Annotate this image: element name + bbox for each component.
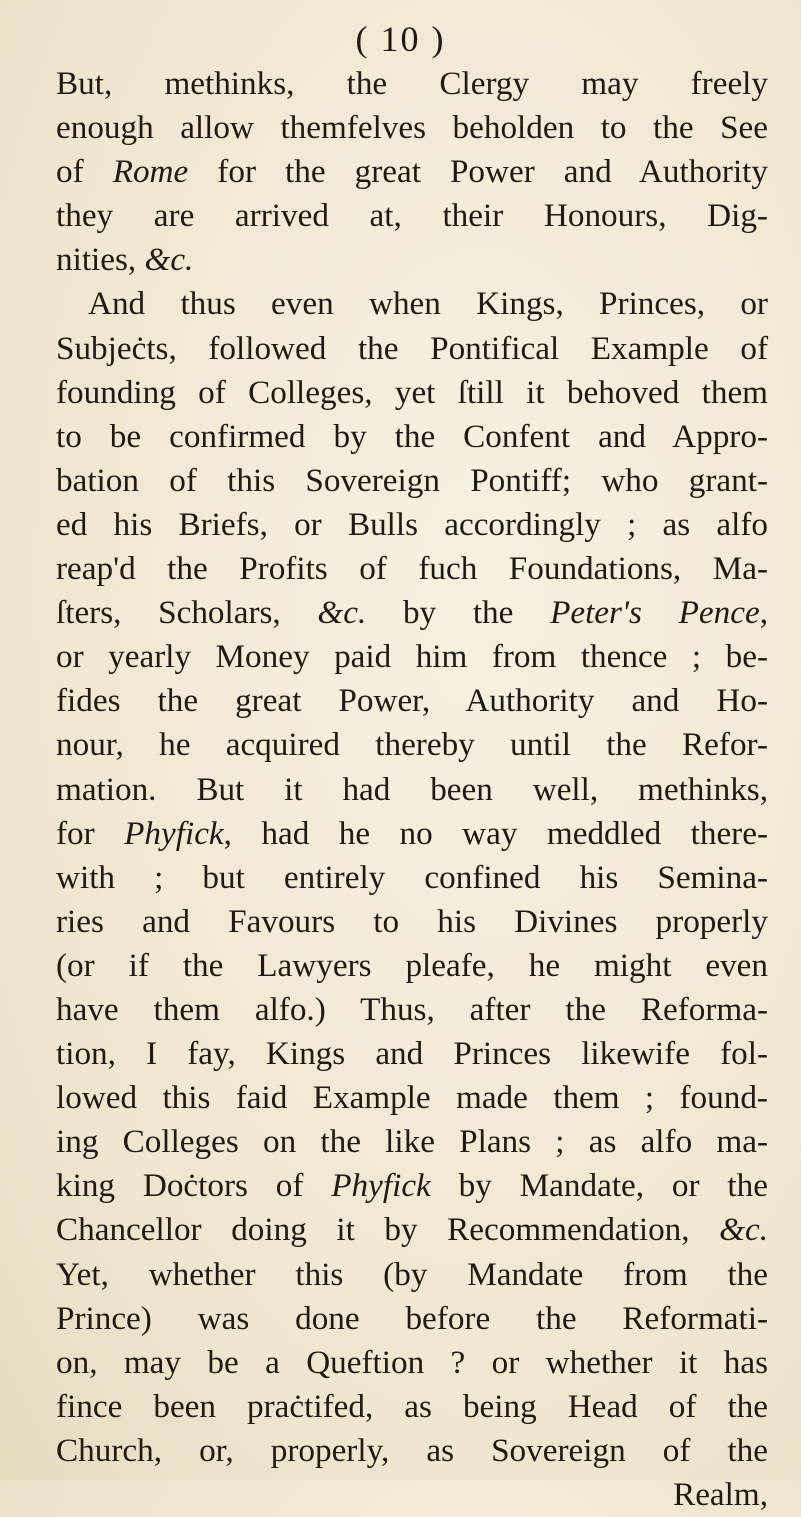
- text-line: reap'd the Profits of fuch Foundations, Ma-: [56, 550, 768, 588]
- text-line: But, methinks, the Clergy may freely: [56, 65, 768, 102]
- text-line: Prince) was done before the Reformati-: [56, 1299, 768, 1337]
- text-line: of Rome for the great Power and Authority: [56, 153, 768, 191]
- text-line: have them alfo.) Thus, after the Reforma-: [56, 990, 768, 1028]
- text-line: or yearly Money paid him from thence ; be-: [56, 638, 768, 676]
- body-text: [56, 62, 768, 1517]
- text-line: fides the great Power, Authority and Ho-: [56, 682, 768, 720]
- text-line: bation of this Sovereign Pontiff; who grant-: [56, 461, 768, 499]
- text-line: ſters, Scholars, &c. by the Peter's Pence,: [56, 594, 769, 632]
- text-line: for Phyfick, had he no way meddled there-: [56, 814, 769, 852]
- text-line: nour, he acquired thereby until the Refor-: [56, 726, 768, 764]
- text-line: king Doċtors of Phyfick by Mandate, or the: [56, 1167, 768, 1205]
- text-line: mation. But it had been well, methinks,: [56, 770, 768, 808]
- text-line: lowed this faid Example made them ; found-: [56, 1079, 768, 1117]
- text-line: founding of Colleges, yet ſtill it behoved them: [56, 373, 768, 411]
- text-line: to be confirmed by the Confent and Appro-: [56, 417, 768, 455]
- page-number: ( 10 ): [355, 19, 446, 59]
- text-line: fince been praċtifed, as being Head of the: [56, 1387, 768, 1425]
- text-line: ing Colleges on the like Plans ; as alfo ma-: [56, 1123, 768, 1161]
- text-line: they are arrived at, their Honours, Dig-: [56, 197, 768, 235]
- text-line: on, may be a Queftion ? or whether it has: [56, 1343, 768, 1381]
- text-line: Chancellor doing it by Recommendation, &c.: [56, 1211, 768, 1249]
- text-line: And thus even when Kings, Princes, or: [88, 285, 768, 323]
- text-line: Yet, whether this (by Mandate from the: [56, 1255, 768, 1293]
- text-line: ries and Favours to his Divines properly: [56, 902, 768, 940]
- text-line: (or if the Lawyers pleafe, he might even: [56, 946, 768, 984]
- text-line: Church, or, properly, as Sovereign of the: [56, 1431, 768, 1469]
- text-line: nities, &c.: [56, 241, 194, 279]
- text-line: tion, I fay, Kings and Princes likewife fol-: [56, 1035, 768, 1073]
- text-line: ed his Briefs, or Bulls accordingly ; as alfo: [56, 505, 768, 543]
- text-line: enough allow themfelves beholden to the See: [56, 109, 768, 147]
- text-line: with ; but entirely confined his Semina-: [56, 858, 768, 896]
- text-line: Subjeċts, followed the Pontifical Example of: [56, 329, 768, 367]
- catchword: Realm,: [673, 1476, 768, 1513]
